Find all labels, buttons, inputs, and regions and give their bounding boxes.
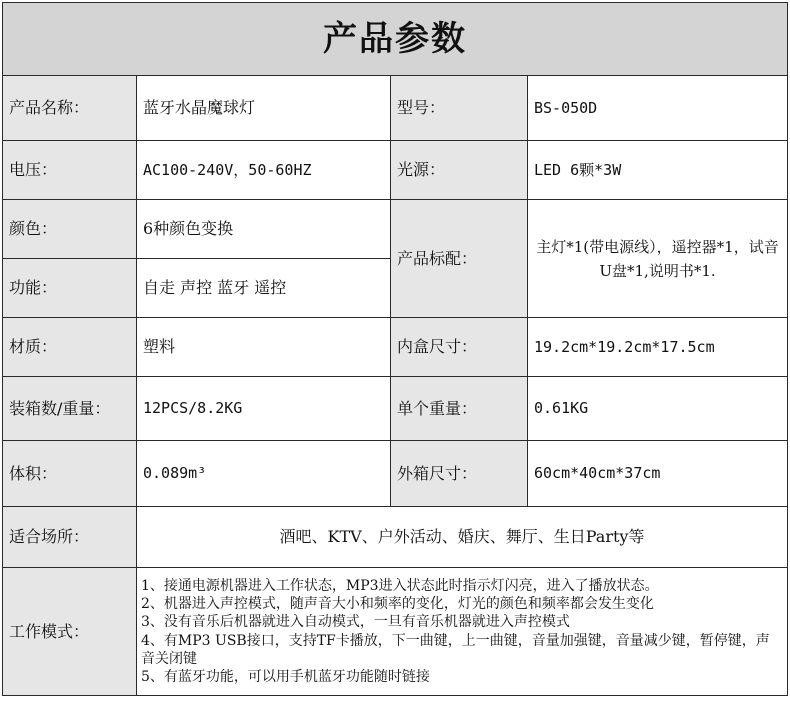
work-mode-line: 5、有蓝牙功能，可以用手机蓝牙功能随时链接 [141, 668, 430, 685]
model-label: 型号： [391, 76, 528, 141]
unit-weight-value: 0.61KG [528, 377, 788, 441]
work-mode-value [137, 568, 788, 696]
table-row [3, 441, 788, 507]
inner-box-value: 19.2cm*19.2cm*17.5cm [528, 318, 788, 377]
model-value: BS-050D [528, 76, 788, 141]
venue-label: 适合场所： [3, 507, 137, 568]
material-label: 材质： [3, 318, 137, 377]
packing-value: 12PCS/8.2KG [137, 377, 391, 441]
outer-box-value: 60cm*40cm*37cm [528, 441, 788, 507]
title-row [3, 3, 788, 76]
function-value: 自走 声控 蓝牙 遥控 [137, 259, 391, 318]
voltage-value: AC100-240V，50-60HZ [137, 141, 391, 200]
table-row [3, 200, 788, 259]
venue-value: 酒吧、KTV、户外活动、婚庆、舞厅、生日Party等 [137, 507, 788, 568]
work-mode-line: 4、有MP3 USB接口，支持TF卡播放，下一曲键，上一曲键，音量加强键，音量减少键，暂停键，声音关闭键 [141, 632, 770, 667]
volume-value: 0.089m³ [137, 441, 391, 507]
table-row [3, 507, 788, 568]
product-name-label: 产品名称： [3, 76, 137, 141]
table-row [3, 318, 788, 377]
light-source-label: 光源： [391, 141, 528, 200]
outer-box-label: 外箱尺寸： [391, 441, 528, 507]
function-label: 功能： [3, 259, 137, 318]
work-mode-line: 3、没有音乐后机器就进入自动模式，一旦有音乐机器就进入声控模式 [141, 614, 570, 631]
parameters-table [2, 2, 788, 696]
page-title: 产品参数 [3, 3, 788, 76]
standard-config-label: 产品标配： [391, 200, 528, 318]
color-label: 颜色： [3, 200, 137, 259]
unit-weight-label: 单个重量： [391, 377, 528, 441]
color-value: 6种颜色变换 [137, 200, 391, 259]
table-row [3, 76, 788, 141]
material-value: 塑料 [137, 318, 391, 377]
product-name-value: 蓝牙水晶魔球灯 [137, 76, 391, 141]
standard-config-value: 主灯*1(带电源线），遥控器*1，试音U盘*1,说明书*1. [528, 200, 788, 318]
work-mode-line: 1、接通电源机器进入工作状态，MP3进入状态此时指示灯闪亮，进入了播放状态。 [141, 577, 659, 594]
packing-label: 装箱数/重量： [3, 377, 137, 441]
voltage-label: 电压： [3, 141, 137, 200]
work-mode-label: 工作模式： [3, 568, 137, 696]
volume-label: 体积： [3, 441, 137, 507]
light-source-value: LED 6颗*3W [528, 141, 788, 200]
inner-box-label: 内盒尺寸： [391, 318, 528, 377]
table-row [3, 377, 788, 441]
work-mode-line: 2、机器进入声控模式，随声音大小和频率的变化，灯光的颜色和频率都会发生变化 [141, 596, 654, 613]
table-row [3, 568, 788, 696]
table-row [3, 141, 788, 200]
product-parameters-sheet [2, 2, 787, 698]
